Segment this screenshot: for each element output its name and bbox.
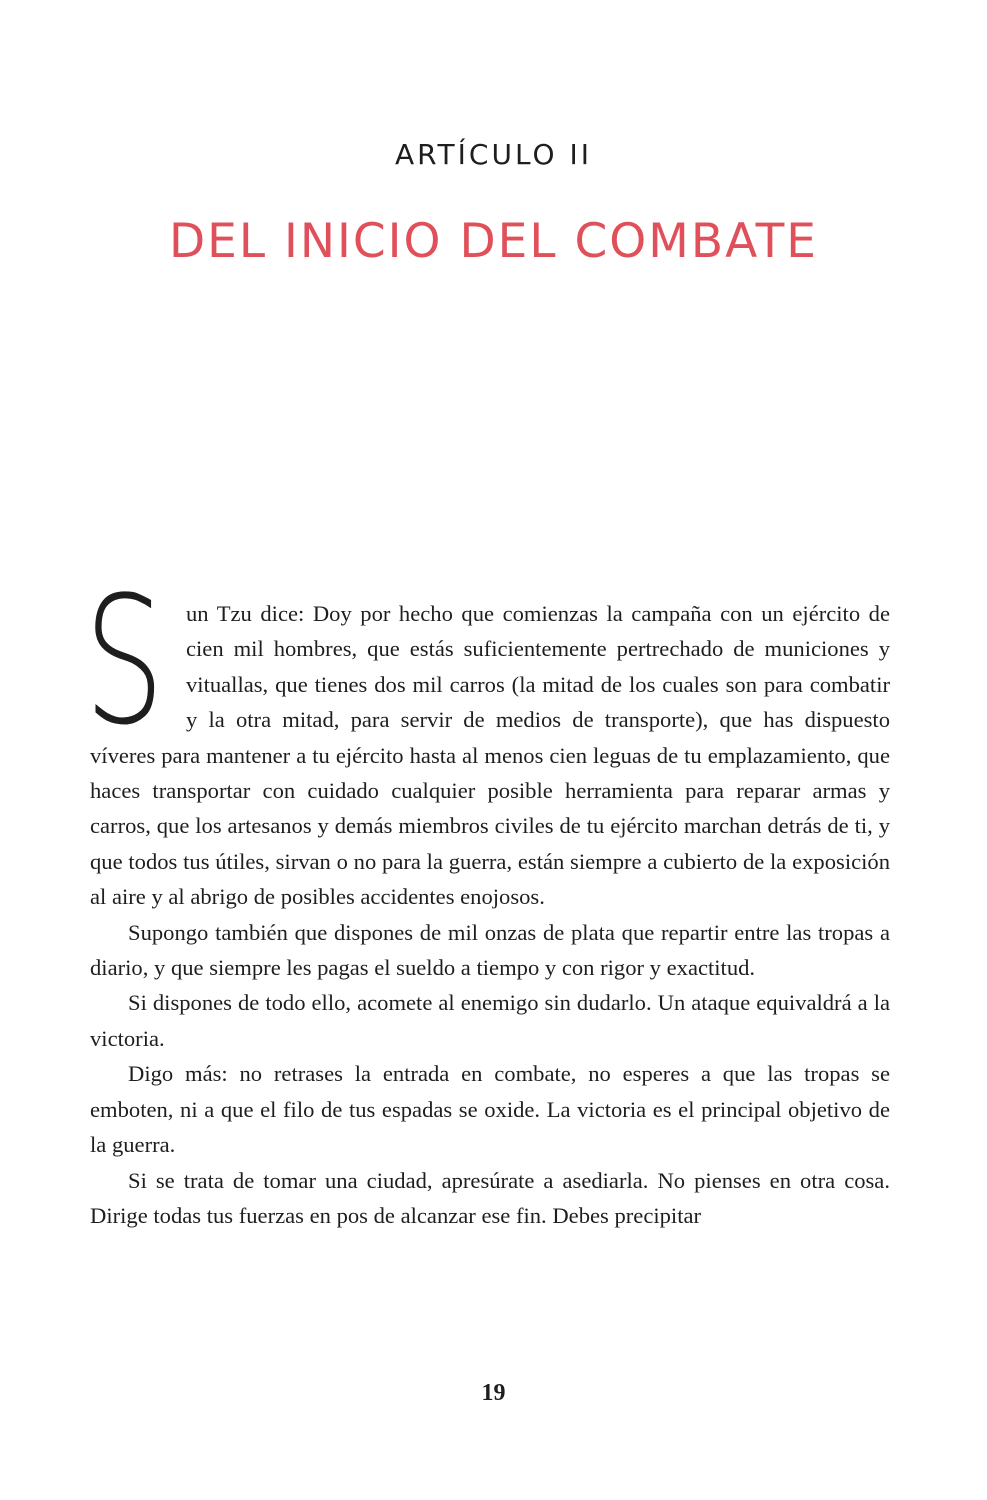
paragraph-1-text: un Tzu dice: Doy por hecho que comienzas la campaña con un ejército de cien mil hombres, que estás suficientemente pertrechado de municiones y vituallas, que tienes dos mil carros (la mitad de los cuales son para combatir y la otra mitad, para servir de medios de transporte), que has dispuesto víveres para mantener a tu ejército hasta al menos cien leguas de tu emplazamiento, que haces transportar con cuidado cualquier posible herramienta para reparar armas y carros, que los artesanos y demás miembros civiles de tu ejército marchan detrás de ti, y que todos tus útiles, sirvan o no para la guerra, están siempre a cubierto de la exposición al aire y al abrigo de posibles accidentes enojosos.	[90, 601, 890, 910]
paragraph-2: Supongo también que dispones de mil onzas de plata que repartir entre las tropas a diario, y que siempre les pagas el sueldo a tiempo y con rigor y exactitud.	[90, 919, 890, 981]
body-text	[84, 559, 890, 1233]
chapter-label: ARTÍCULO II	[394, 138, 593, 171]
paragraph-4: Digo más: no retrases la entrada en combate, no esperes a que las tropas se emboten, ni a que el filo de tus espadas se oxide. La victoria es el principal objetivo de la guerra.	[90, 1061, 890, 1158]
paragraph-1	[84, 559, 890, 915]
drop-cap: S	[84, 559, 165, 764]
paragraph-5: Si se trata de tomar una ciudad, apresúrate a asediarla. No pienses en otra cosa. Dirige todas tus fuerzas en pos de alcanzar ese fin. Debes precipitar	[90, 1167, 890, 1228]
page-number: 19	[481, 1380, 506, 1406]
chapter-title: DEL INICIO DEL COMBATE	[168, 214, 819, 269]
paragraph-3: Si dispones de todo ello, acomete al enemigo sin dudarlo. Un ataque equivaldrá a la victoria.	[90, 990, 890, 1051]
